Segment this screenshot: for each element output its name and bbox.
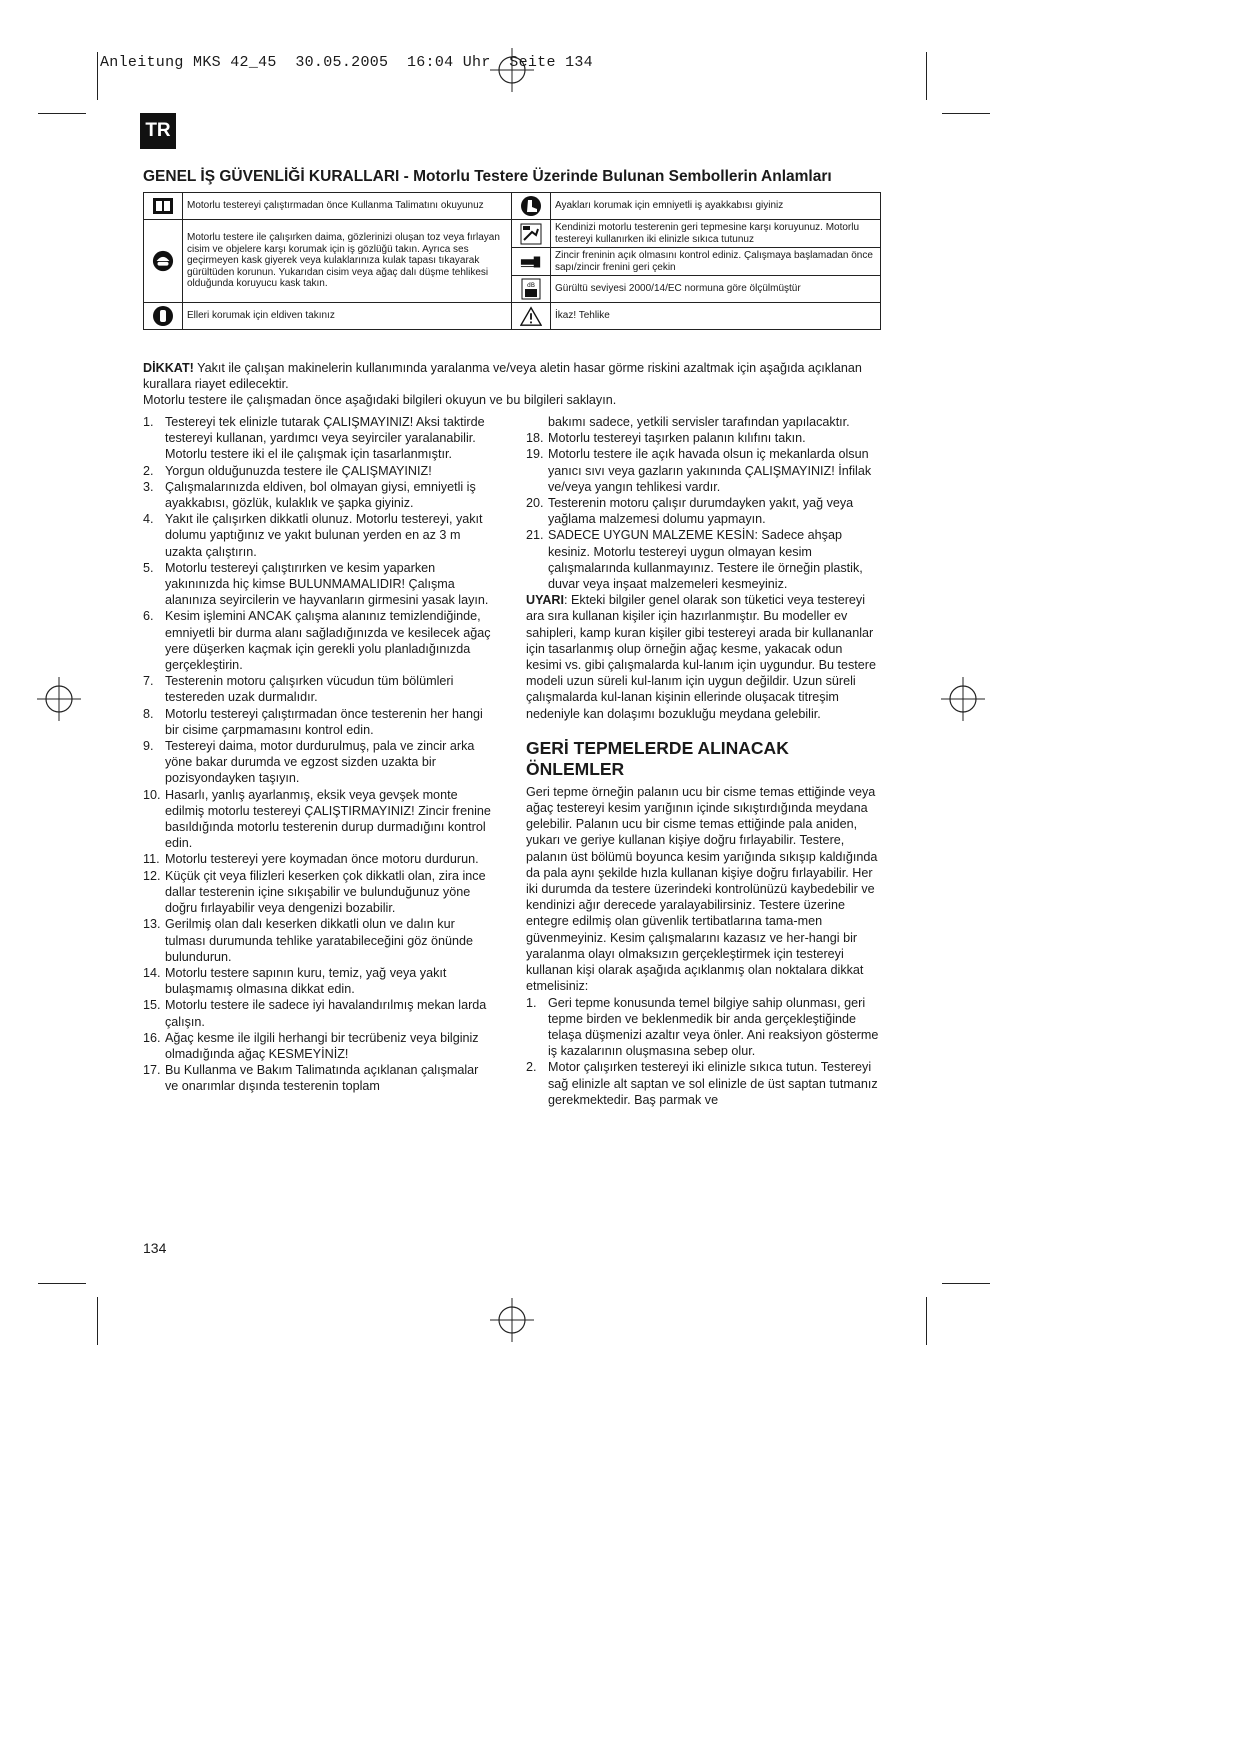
list-item: 6. Kesim işlemini ANCAK çalışma alanınız temizlendiğinde, emniyetli bir durma alanı sağladığınızda ve kesilecek ağaç yere düşerken kaçmak için gerekli yolu planladığınızda gerçekleştirin. xyxy=(143,609,491,673)
dikkat-label: DİKKAT! xyxy=(143,361,194,375)
symbol-cell xyxy=(512,248,551,276)
warning-paragraph xyxy=(143,360,883,392)
list-item: 5. Motorlu testereyi çalıştırırken ve kesim yaparken yakınınızda hiç kimse BULUNMAMALIDIR! Çalışma alanınıza seyircilerin ve hayvanların girmesini yasak layın. xyxy=(143,560,489,608)
list-item: 12. Küçük çit veya filizleri keserken çok dikkatli olan, zira ince dallar testerenin içine sıkışabilir ve bulunduğunuz yöne doğru fırlayabilir veya dengenizi bozabilir. xyxy=(143,868,486,916)
list-item: 13. Gerilmiş olan dalı keserken dikkatli olun ve dalın kur tulması durumunda tehlike yaratabileceğini göz önünde bulundurun. xyxy=(143,917,474,964)
list-item: 19. Motorlu testere ile açık havada olsun iç mekanlarda olsun yanıcı sıvı veya gazların yakınında ÇALIŞMAYINIZ! İnfilak ve/veya yangın tehlikesi vardır. xyxy=(526,447,872,494)
symbol-desc: Ayakları korumak için emniyetli iş ayakkabısı giyiniz xyxy=(551,193,881,220)
manual-icon xyxy=(152,195,174,217)
symbol-cell xyxy=(144,303,183,330)
noise-level-icon xyxy=(520,278,542,300)
crop-mark xyxy=(942,113,990,114)
warning-triangle-icon xyxy=(520,305,542,327)
intro-line: Motorlu testere ile çalışmadan önce aşağıdaki bilgileri okuyun ve bu bilgileri saklayın. xyxy=(143,393,617,407)
kickback-icon xyxy=(520,223,542,245)
uyari-label: UYARI xyxy=(526,593,565,608)
symbol-cell xyxy=(144,220,183,303)
boot-icon xyxy=(520,195,542,217)
registration-mark-icon xyxy=(490,1298,534,1342)
list-item: 14. Motorlu testere sapının kuru, temiz, yağ veya yakıt bulaşmamış olmasına dikkat edin. xyxy=(143,965,447,997)
section-body: Geri tepme örneğin palanın ucu bir cisme temas ettiğinde veya ağaç testereyi kesim yarığının içinde sıkıştırdığında meydana gelebilir. Palanın ucu bir cisme temas ettiğinde pala aniden, yukarı ve geriye kullanan kişiye doğru fırlayabilir. Testere, palanın üst bölümü boyunca kesim yarığında sıkışıp kaldığında da pala aynı şekilde hızla kullanan kişiye doğru fırlayabilir. Her iki durumda da testere üzerindeki kontrolünüzü kaybedebilir ve kendinizi ağır derecede yaralayabilirsiniz. Testere üzerine entegre edilmiş olan güvenlik tertibatlarına tama-men güvenmeyiniz. Kesim çalışmalarını kazasız ve her-hangi bir yaralanma olayı olmaksızın gerçekleştirmek için testereyi kullanan kişi olarak aşağıda açıklanmış olan noktalara dikkat etmelisiniz: xyxy=(526,784,878,994)
list-item: 4. Yakıt ile çalışırken dikkatli olunuz. Motorlu testereyi, yakıt dolumu yaptığınız ve yakıt bulunan yerden en az 3 m uzakta çalıştırın. xyxy=(143,512,483,559)
list-item: 15. Motorlu testere ile sadece iyi havalandırılmış mekan larda çalışın. xyxy=(143,998,487,1029)
symbol-cell xyxy=(512,303,551,330)
list-item: 11. Motorlu testereyi yere koymadan önce motoru durdurun. xyxy=(143,852,479,867)
helmet-visor-ear-icon xyxy=(152,250,174,272)
symbol-cell xyxy=(512,276,551,303)
intro-block xyxy=(143,360,883,408)
symbol-desc: Motorlu testere ile çalışırken daima, gözlerinizi oluşan toz veya fırlayan cisim ve objelere karşı korumak için iş gözlüğü takın. Ayrıca ses geçirmeyen kask giyerek veya kulaklarınıza kulak tapası tıkayarak gürültüden korunun. Yukarıdan cisim veya ağaç dalı düşme tehlikesi olduğunda koruyucu kask takın. xyxy=(183,220,512,303)
uyari-paragraph xyxy=(526,592,881,722)
crop-mark xyxy=(97,52,98,100)
symbol-cell xyxy=(512,193,551,220)
print-slug: Anleitung MKS 42_45 30.05.2005 16:04 Uhr Seite 134 xyxy=(100,54,593,71)
list-item: 2. Motor çalışırken testereyi iki elinizle sıkıca tutun. Testereyi sağ elinizle alt saptan ve sol elinizle de üst saptan tutmanız gerekmektedir. Baş parmak ve xyxy=(526,1060,878,1107)
list-item: 21. SADECE UYGUN MALZEME KESİN: Sadece ahşap kesiniz. Motorlu testereyi uygun olmayan kesim çalışmalarında kullanmayınız. Testere ile örneğin plastik, duvar veya inşaat malzemeleri kesmeyiniz. xyxy=(526,528,863,592)
list-item: 2. Yorgun olduğunuzda testere ile ÇALIŞMAYINIZ! xyxy=(143,463,432,478)
rules-right-column xyxy=(526,414,881,1108)
svg-text:dB: dB xyxy=(527,282,535,289)
chain-brake-icon xyxy=(520,251,542,273)
section-heading: GERİ TEPMELERDE ALINACAK ÖNLEMLER xyxy=(526,737,789,779)
list-item: 1. Testereyi tek elinizle tutarak ÇALIŞMAYINIZ! Aksi taktirde testereyi kullanan, yardımcı veya seyirciler yaralanabilir. Motorlu testere iki el ile çalışmak için tasarlanmıştır. xyxy=(143,415,485,462)
crop-mark xyxy=(38,113,86,114)
uyari-text: : Ekteki bilgiler genel olarak son tüketici veya testereyi ara sıra kullanan kişiler için hazırlanmıştır. Bu modeller ev sahipleri, kamp kuran kişiler gibi testereyi arada bir kullananlar için tasarlanmış olup örneğin ağaç kesme, yakacak odun kesimi vs. gibi çalışmalarda kul-lanım için uygundur. Bu testere modeli uzun süreli kul-lanım için uygun değildir. Uzun süreli çalışmalarda kul-lanan kişinin ellerinde oluşacak titreşim nedeniyle kan dolaşımı bozukluğu meydana gelebilir. xyxy=(526,593,876,721)
list-item: 17. Bu Kullanma ve Bakım Talimatında açıklanan çalışmalar ve onarımlar dışında testerenin toplam xyxy=(143,1063,479,1094)
crop-mark xyxy=(942,1283,990,1284)
crop-mark xyxy=(926,52,927,100)
language-badge: TR xyxy=(140,113,176,149)
crop-mark xyxy=(926,1297,927,1345)
list-item: 9. Testereyi daima, motor durdurulmuş, pala ve zincir arka yöne bakar durumda ve egzost sizden uzakta bir pozisyondayken taşıyın. xyxy=(143,739,475,786)
list-item: 3. Çalışmalarınızda eldiven, bol olmayan giysi, emniyetli iş ayakkabısı, gözlük, kulaklık ve şapka giyiniz. xyxy=(143,479,476,511)
symbol-desc: İkaz! Tehlike xyxy=(551,303,881,330)
list-item: 20. Testerenin motoru çalışır durumdayken yakıt, yağ veya yağlama malzemesi dolumu yapmayın. xyxy=(526,496,854,527)
list-item: 1. Geri tepme konusunda temel bilgiye sahip olunması, geri tepme birden ve beklenmedik bir anda gerçekleştiğinde telaşa düşmenizi azaltır veya önler. Ani reaksiyon gösterme iş kazalarının oluşmasına sebep olur. xyxy=(526,995,879,1059)
symbol-desc: Motorlu testereyi çalıştırmadan önce Kullanma Talimatını okuyunuz xyxy=(183,193,512,220)
glove-icon xyxy=(152,305,174,327)
list-item: bakımı sadece, yetkili servisler tarafından yapılacaktır. xyxy=(548,415,850,429)
registration-mark-icon xyxy=(37,677,81,721)
list-item: 18. Motorlu testereyi taşırken palanın kılıfını takın. xyxy=(526,431,806,446)
rules-left-column xyxy=(143,414,493,1095)
symbol-desc: Elleri korumak için eldiven takınız xyxy=(183,303,512,330)
symbol-cell xyxy=(512,220,551,248)
registration-mark-icon xyxy=(941,677,985,721)
symbol-desc: Gürültü seviyesi 2000/14/EC normuna göre ölçülmüştür xyxy=(551,276,881,303)
crop-mark xyxy=(38,1283,86,1284)
crop-mark xyxy=(97,1297,98,1345)
symbol-cell xyxy=(144,193,183,220)
symbol-desc: Zincir freninin açık olmasını kontrol ediniz. Çalışmaya başlamadan önce sapı/zincir frenini geri çekin xyxy=(551,248,881,276)
dikkat-text: Yakıt ile çalışan makinelerin kullanımında yaralanma ve/veya aletin hasar görme riskini azaltmak için aşağıda açıklanan kurallara riayet edilecektir. xyxy=(143,361,862,391)
section-title: GENEL İŞ GÜVENLİĞİ KURALLARI - Motorlu Testere Üzerinde Bulunan Sembollerin Anlamları xyxy=(143,168,832,185)
list-item: 16. Ağaç kesme ile ilgili herhangi bir tecrübeniz veya bilginiz olmadığında ağaç KESMEYİNİZ! xyxy=(143,1030,479,1061)
symbols-table xyxy=(143,192,881,330)
list-item: 7. Testerenin motoru çalışırken vücudun tüm bölümleri testereden uzak durmalıdır. xyxy=(143,674,454,705)
symbol-desc: Kendinizi motorlu testerenin geri tepmesine karşı koruyunuz. Motorlu testereyi kullanırken iki elinizle sıkıca tutunuz xyxy=(551,220,881,248)
list-item: 10. Hasarlı, yanlış ayarlanmış, eksik veya gevşek monte edilmiş motorlu testereyi ÇALIŞTIRMAYINIZ! Zincir frenine basıldığında motorlu testerenin durup durmadığını kontrol edin. xyxy=(143,787,491,851)
page-number: 134 xyxy=(143,1240,167,1256)
list-item: 8. Motorlu testereyi çalıştırmadan önce testerenin her hangi bir cisime çarpmamasını kontrol edin. xyxy=(143,706,483,737)
